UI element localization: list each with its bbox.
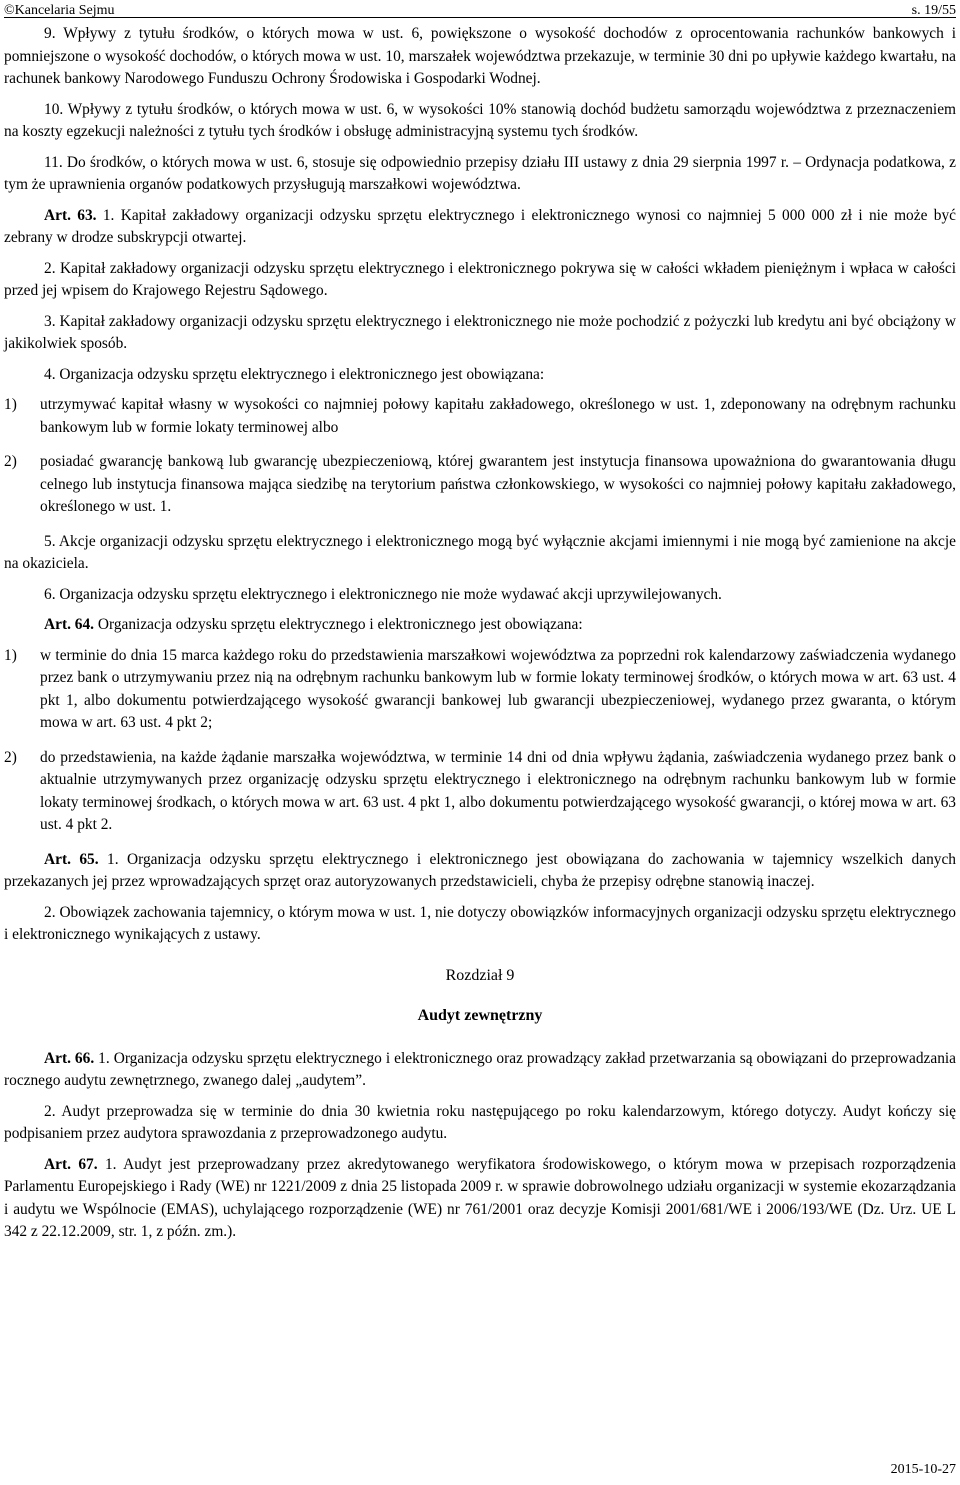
- paragraph-10: 10. Wpływy z tytułu środków, o których mowa w ust. 6, w wysokości 10% stanowią dochód budżetu samorządu województwa z przeznaczeniem na koszty egzekucji należności z tytułu tych środków i obsługę administracyjną systemu tych środków.: [4, 100, 956, 140]
- art-63-para-6: 6. Organizacja odzysku sprzętu elektrycznego i elektronicznego nie może wydawać akcji uprzywilejowanych.: [44, 585, 722, 603]
- list-item: [4, 747, 956, 837]
- list-item: [4, 645, 956, 735]
- header-divider: [4, 17, 956, 18]
- art-63-para-5: 5. Akcje organizacji odzysku sprzętu elektrycznego i elektronicznego mogą być wyłącznie akcjami imiennymi i nie mogą być zamienione na akcje na okaziciela.: [4, 532, 956, 572]
- art-66-para-1: [4, 1048, 956, 1093]
- art-64-label: Art. 64.: [44, 616, 95, 633]
- page-header: [4, 0, 956, 22]
- list-item-number: 1): [4, 396, 17, 413]
- list-item-text: w terminie do dnia 15 marca każdego roku do przedstawienia marszałkowi województwa za poprzedni rok kalendarzowy zaświadczenia wydanego przez bank o utrzymywaniu przez nią na odrębnym rachunku bankowym lub w formie lokaty terminowej środków, o których mowa w art. 63 ust. 4 pkt 1, albo dokumentu potwierdzającego wysokość gwarancji bankowej lub gwarancji ubezpieczeniowej, wydanego przez gwaranta, o którym mowa w art. 63 ust. 4 pkt 2;: [40, 646, 956, 731]
- header-source: ©Kancelaria Sejmu: [4, 3, 115, 18]
- art-67-label: Art. 67.: [44, 1155, 98, 1173]
- art-63-para-3: 3. Kapitał zakładowy organizacji odzysku sprzętu elektrycznego i elektronicznego nie może pochodzić z pożyczki lub kredytu ani być obciążony w jakikolwiek sposób.: [4, 312, 956, 352]
- page-number: s. 19/55: [911, 3, 956, 18]
- paragraph-11: 11. Do środków, o których mowa w ust. 6, stosuje się odpowiednio przepisy działu III ustawy z dnia 29 sierpnia 1997 r. – Ordynacja podatkowa, z tym że uprawnienia organów podatkowych przysługują marszałkowi województwa.: [4, 153, 956, 193]
- art-65-para-1: [4, 849, 956, 894]
- art-66-label: Art. 66.: [44, 1049, 95, 1067]
- list-item-number: 2): [4, 453, 17, 470]
- art-64-intro-text: Organizacja odzysku sprzętu elektrycznego i elektronicznego jest obowiązana:: [94, 616, 583, 633]
- list-item-number: 1): [4, 646, 17, 664]
- list-item-number: 2): [4, 748, 17, 766]
- list-item-text: do przedstawienia, na każde żądanie marszałka województwa, w terminie 14 dni od dnia wpływu żądania, zaświadczenia wydanego przez bank o aktualnie utrzymywanych przez organizację odzysku sprzętu elektrycznego i elektronicznego na odrębnym rachunku bankowym lub w formie lokaty terminowej środkach, o których mowa w art. 63 ust. 4 pkt 1, albo dokumentu potwierdzającego wysokość gwarancji, o której mowa w art. 63 ust. 4 pkt 2.: [40, 748, 956, 833]
- art-63-label: Art. 63.: [44, 206, 97, 224]
- art-66-para-2: 2. Audyt przeprowadza się w terminie do dnia 30 kwietnia roku następującego po roku kalendarzowym, którego dotyczy. Audyt kończy się podpisaniem przez audytora sprawozdania z przeprowadzonego audytu.: [4, 1102, 956, 1142]
- art-63-para-1: [4, 205, 956, 250]
- chapter-title: Audyt zewnętrzny: [417, 1007, 543, 1024]
- art-65-para-2: 2. Obowiązek zachowania tajemnicy, o którym mowa w ust. 1, nie dotyczy obowiązków informacyjnych organizacji odzysku sprzętu elektrycznego i elektronicznego wynikających z ustawy.: [4, 903, 956, 943]
- art-67-para-1: [4, 1154, 956, 1244]
- art-63-text-1: 1. Kapitał zakładowy organizacji odzysku sprzętu elektrycznego i elektronicznego wynosi co najmniej 5 000 000 zł i nie może być zebrany w drodze subskrypcji otwartej.: [4, 206, 956, 246]
- list-item: [4, 394, 956, 439]
- art-67-text-1: 1. Audyt jest przeprowadzany przez akredytowanego weryfikatora środowiskowego, o którym mowa w przepisach rozporządzenia Parlamentu Europejskiego i Rady (WE) nr 1221/2009 z dnia 25 listopada 2009 r. w sprawie dobrowolnego udziału organizacji w systemie ekozarządzania i audytu we Wspólnocie (EMAS), uchylającego rozporządzenie (WE) nr 761/2001 oraz decyzje Komisji 2001/681/WE i 2006/193/WE (Dz. Urz. UE L 342 z 22.12.2009, str. 1, z późn. zm.).: [4, 1155, 956, 1240]
- list-item-text: posiadać gwarancję bankową lub gwarancję ubezpieczeniową, której gwarantem jest instytucja finansowa upoważniona do gwarantowania długu celnego lub instytucja finansowa mająca siedzibę na terytorium państwa członkowskiego, w wysokości co najmniej połowy kapitału zakładowego, określonego w ust. 1.: [40, 453, 956, 515]
- paragraph-9: 9. Wpływy z tytułu środków, o których mowa w ust. 6, powiększone o wysokość dochodów z oprocentowania rachunków bankowych i pomniejszone o wysokość dochodów, o których mowa w ust. 10, marszałek województwa przekazuje, w terminie 30 dni po upływie każdego kwartału, na rachunek bankowy Narodowego Funduszu Ochrony Środowiska i Gospodarki Wodnej.: [4, 25, 956, 87]
- art-66-text-1: 1. Organizacja odzysku sprzętu elektrycznego i elektronicznego oraz prowadzący zakład przetwarzania są obowiązani do przeprowadzania rocznego audytu zewnętrznego, zwanego dalej „audytem”.: [4, 1049, 956, 1089]
- art-63-para-2: 2. Kapitał zakładowy organizacji odzysku sprzętu elektrycznego i elektronicznego pokrywa się w całości wkładem pieniężnym i wpłaca w całości przed jej wpisem do Krajowego Rejestru Sądowego.: [4, 259, 956, 299]
- document-body: [4, 23, 956, 1252]
- art-63-para-4: 4. Organizacja odzysku sprzętu elektrycznego i elektronicznego jest obowiązana:: [44, 365, 545, 383]
- list-item: [4, 451, 956, 519]
- chapter-number: Rozdział 9: [445, 966, 515, 984]
- footer-date: 2015-10-27: [890, 1461, 956, 1477]
- art-65-text-1: 1. Organizacja odzysku sprzętu elektrycznego i elektronicznego jest obowiązana do zachowania w tajemnicy wszelkich danych przekazanych jej przez wprowadzających sprzęt oraz autoryzowanych przedstawicieli, chyba że przepisy odrębne stanowią inaczej.: [4, 850, 956, 890]
- art-65-label: Art. 65.: [44, 850, 99, 868]
- list-item-text: utrzymywać kapitał własny w wysokości co najmniej połowy kapitału zakładowego, określonego w ust. 1, zdeponowany na odrębnym rachunku bankowym lub w formie lokaty terminowej albo: [40, 396, 956, 436]
- art-64-intro: [4, 614, 956, 637]
